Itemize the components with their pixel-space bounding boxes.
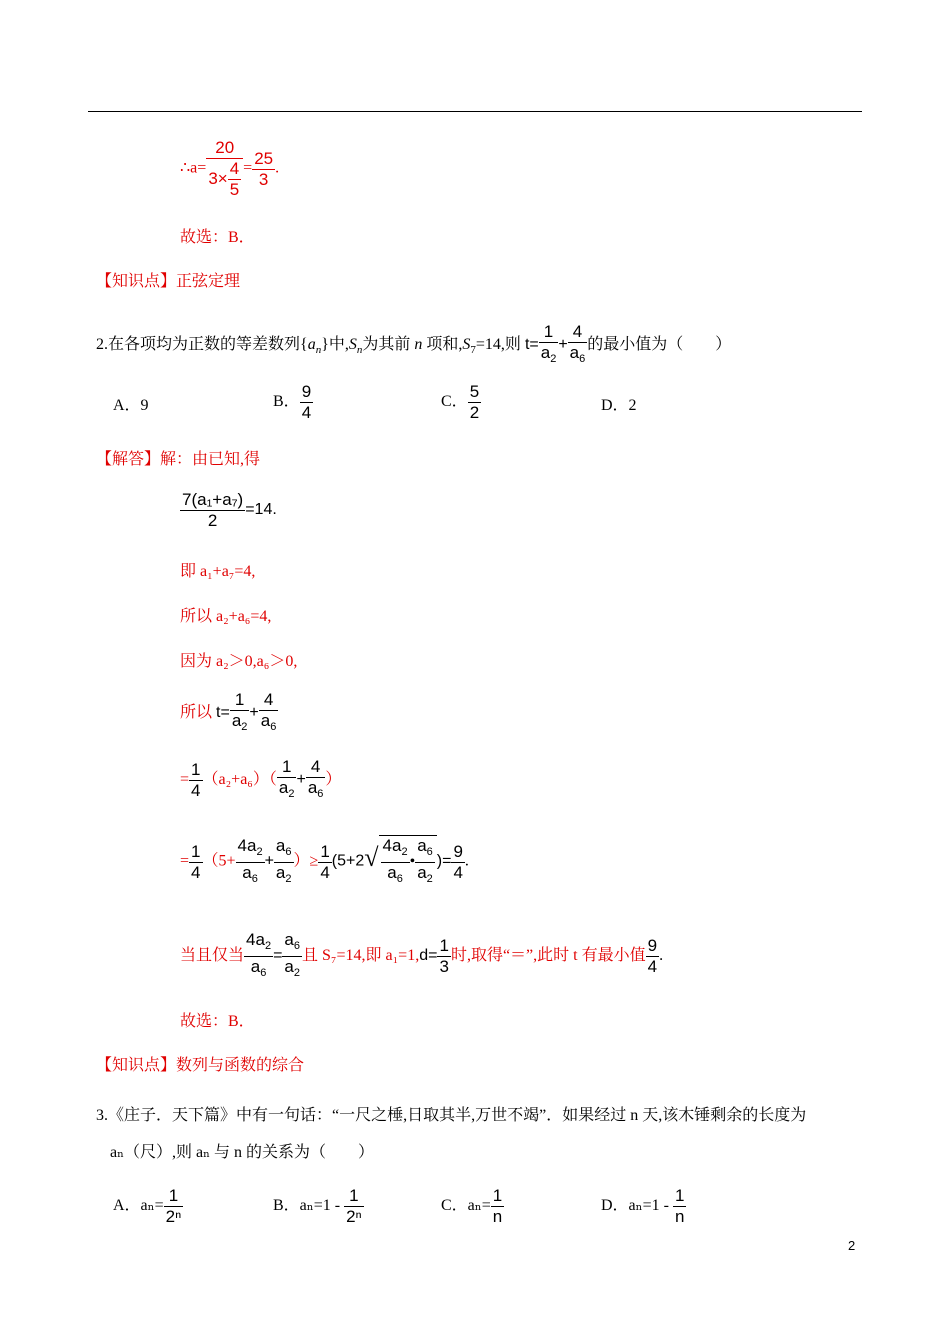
- fraction-25-3: $\frac{25}{3}$: [254, 148, 274, 189]
- q2-knowledge: 【知识点】数列与函数的综合: [96, 1057, 305, 1074]
- prev-final-formula: ∴a= 20 3× $\frac{4}{5}$ = $\frac{25}{3}$ .: [180, 138, 280, 199]
- frac-1-a2: $\frac{1}{a_2}$: [540, 322, 557, 365]
- q3-stem-line1: 3.《庄子．天下篇》中有一句话：“一尺之棰,日取其半,万世不竭”．如果经过 n 天,该木锤剩余的长度为: [96, 1107, 807, 1124]
- q2-step1: $\frac{\text{7(a₁+a₇)}}{2}$ =14.: [182, 490, 277, 530]
- q2-step4: 因为 a₂＞0,a₆＞0,: [180, 653, 298, 670]
- q2-option-a[interactable]: A．9: [113, 397, 149, 414]
- q2-step7: = $\frac{1}{4}$ （5+ $\frac{4a_2}{a_6}$ + $\frac{a_6}{a_2}$ ）≥ $\frac{1}{4}$ (5+2√ $\frac{4a_2}{a_6}$ • $\frac{a_6}{a_2}$ )= $\frac{9}{4}$ .: [180, 835, 469, 889]
- q2-solution-label: 【解答】解：由已知,得: [96, 451, 261, 468]
- therefore-a: ∴a=: [180, 159, 207, 177]
- q3-option-c[interactable]: C．aₙ= $\frac{1}{n}$: [441, 1186, 503, 1226]
- sqrt-sign: √ $\frac{4a_2}{a_6}$ • $\frac{a_6}{a_2}$: [364, 835, 437, 889]
- prev-answer: 故选：B．: [180, 229, 255, 246]
- fraction-20-over: 20 3× $\frac{4}{5}$: [206, 138, 243, 200]
- header-rule: [88, 111, 862, 112]
- q2-answer: 故选：B．: [180, 1013, 255, 1030]
- q2-option-b[interactable]: B． $\frac{9}{4}$: [273, 382, 312, 422]
- q2-step2: 即 a₁+a₇=4,: [180, 563, 256, 580]
- q2-step3: 所以 a₂+a₆=4,: [180, 608, 272, 625]
- q3-stem-line2: aₙ（尺）,则 aₙ 与 n 的关系为（ ）: [110, 1144, 375, 1161]
- q2-step5: 所以 t= $\frac{1}{a_2}$ + $\frac{4}{a_6}$: [180, 690, 277, 733]
- q3-option-d[interactable]: D．aₙ=1 - $\frac{1}{n}$: [601, 1186, 685, 1226]
- q2-option-c[interactable]: C． $\frac{5}{2}$: [441, 382, 480, 422]
- q2-stem: 2.在各项均为正数的等差数列$\{a_n\}$中$,S_n$为其前 n 项和$,S_7=14$,则 t= $\frac{1}{a_2}$ + $\frac{4}{a_6}$ 的最小值为（ ）: [96, 322, 731, 369]
- frac-4-a6: $\frac{4}{a_6}$: [569, 322, 586, 365]
- prev-knowledge: 【知识点】正弦定理: [96, 273, 241, 290]
- q2-step8: 当且仅当 $\frac{4a_2}{a_6}$ = $\frac{a_6}{a_2}$ 且 S₇=14,即 a₁=1,d= $\frac{1}{3}$ 时,取得“＝”,此时 t 有最小值 $\frac{9}{4}$ .: [180, 930, 664, 979]
- q3-option-b[interactable]: B．aₙ=1 - $\frac{1}{\text{2ⁿ}}$: [273, 1186, 362, 1226]
- q2-step6: = $\frac{1}{4}$ （a₂+a₆）（ $\frac{1}{a_2}$ + $\frac{4}{a_6}$ ）: [180, 757, 342, 800]
- q3-option-a[interactable]: A．aₙ= $\frac{1}{\text{2ⁿ}}$: [113, 1186, 182, 1226]
- q2-option-d[interactable]: D．2: [601, 397, 637, 414]
- page-number: 2: [848, 1238, 856, 1253]
